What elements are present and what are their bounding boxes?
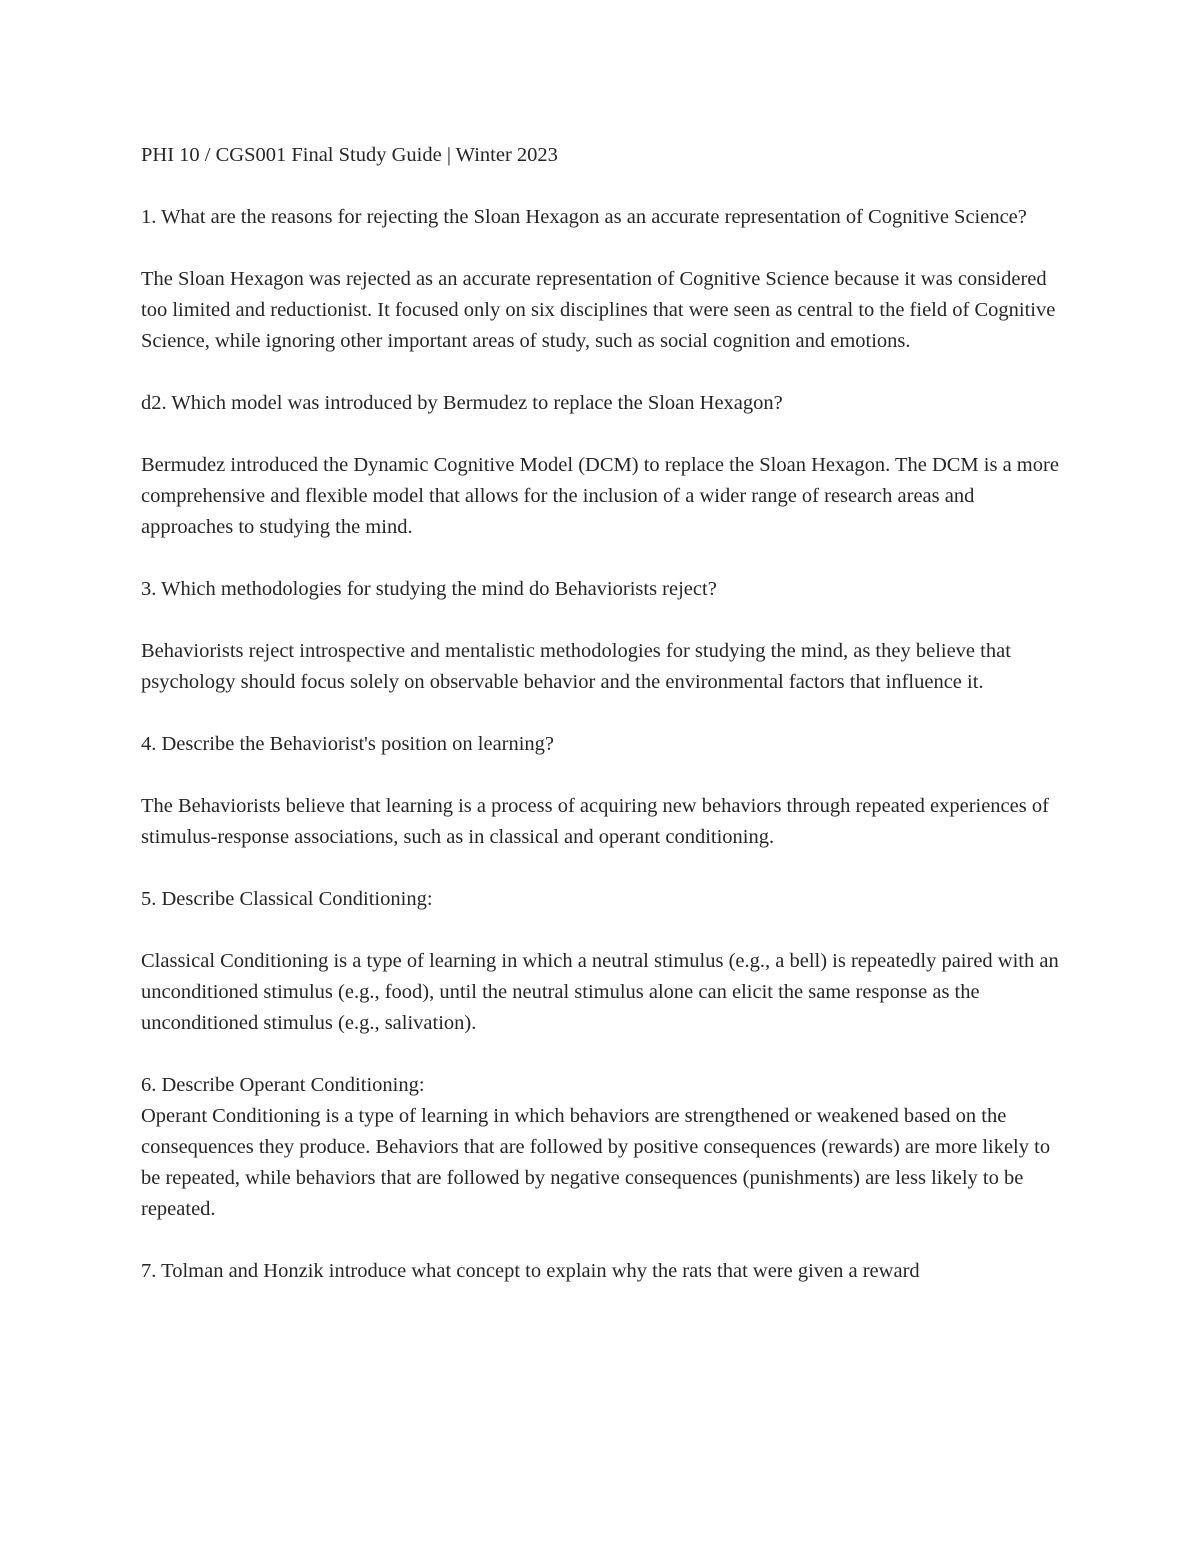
question-3: 3. Which methodologies for studying the mind do Behaviorists reject?	[141, 578, 717, 600]
answer-4: The Behaviorists believe that learning is a process of acquiring new behaviors through repeated experiences of stimulus-response associations, such as in classical and operant conditioning.	[141, 795, 1049, 848]
document-title: PHI 10 / CGS001 Final Study Guide | Winter 2023	[141, 144, 558, 166]
question-7: 7. Tolman and Honzik introduce what concept to explain why the rats that were given a reward	[141, 1260, 920, 1282]
answer-5: Classical Conditioning is a type of learning in which a neutral stimulus (e.g., a bell) is repeatedly paired with an unconditioned stimulus (e.g., food), until the neutral stimulus alone can elicit the same response as the unconditioned stimulus (e.g., salivation).	[141, 950, 1059, 1034]
question-6: 6. Describe Operant Conditioning:	[141, 1074, 425, 1096]
question-5: 5. Describe Classical Conditioning:	[141, 888, 433, 910]
answer-6: Operant Conditioning is a type of learning in which behaviors are strengthened or weakened based on the consequences they produce. Behaviors that are followed by positive consequences (rewards) are more likely to be repeated, while behaviors that are followed by negative consequences (punishments) are less likely to be repeated.	[141, 1105, 1051, 1220]
answer-3: Behaviorists reject introspective and mentalistic methodologies for studying the mind, as they believe that psychology should focus solely on observable behavior and the environmental factors that influence it.	[141, 640, 1011, 693]
answer-1: The Sloan Hexagon was rejected as an accurate representation of Cognitive Science because it was considered too limited and reductionist. It focused only on six disciplines that were seen as central to the field of Cognitive Science, while ignoring other important areas of study, such as social cognition and emotions.	[141, 268, 1056, 352]
question-4: 4. Describe the Behaviorist's position on learning?	[141, 733, 555, 755]
document-body	[141, 140, 1061, 1318]
answer-2: Bermudez introduced the Dynamic Cognitive Model (DCM) to replace the Sloan Hexagon. The DCM is a more comprehensive and flexible model that allows for the inclusion of a wider range of research areas and approaches to studying the mind.	[141, 454, 1059, 538]
question-1: 1. What are the reasons for rejecting the Sloan Hexagon as an accurate representation of Cognitive Science?	[141, 206, 1027, 228]
question-2: d2. Which model was introduced by Bermudez to replace the Sloan Hexagon?	[141, 392, 783, 414]
